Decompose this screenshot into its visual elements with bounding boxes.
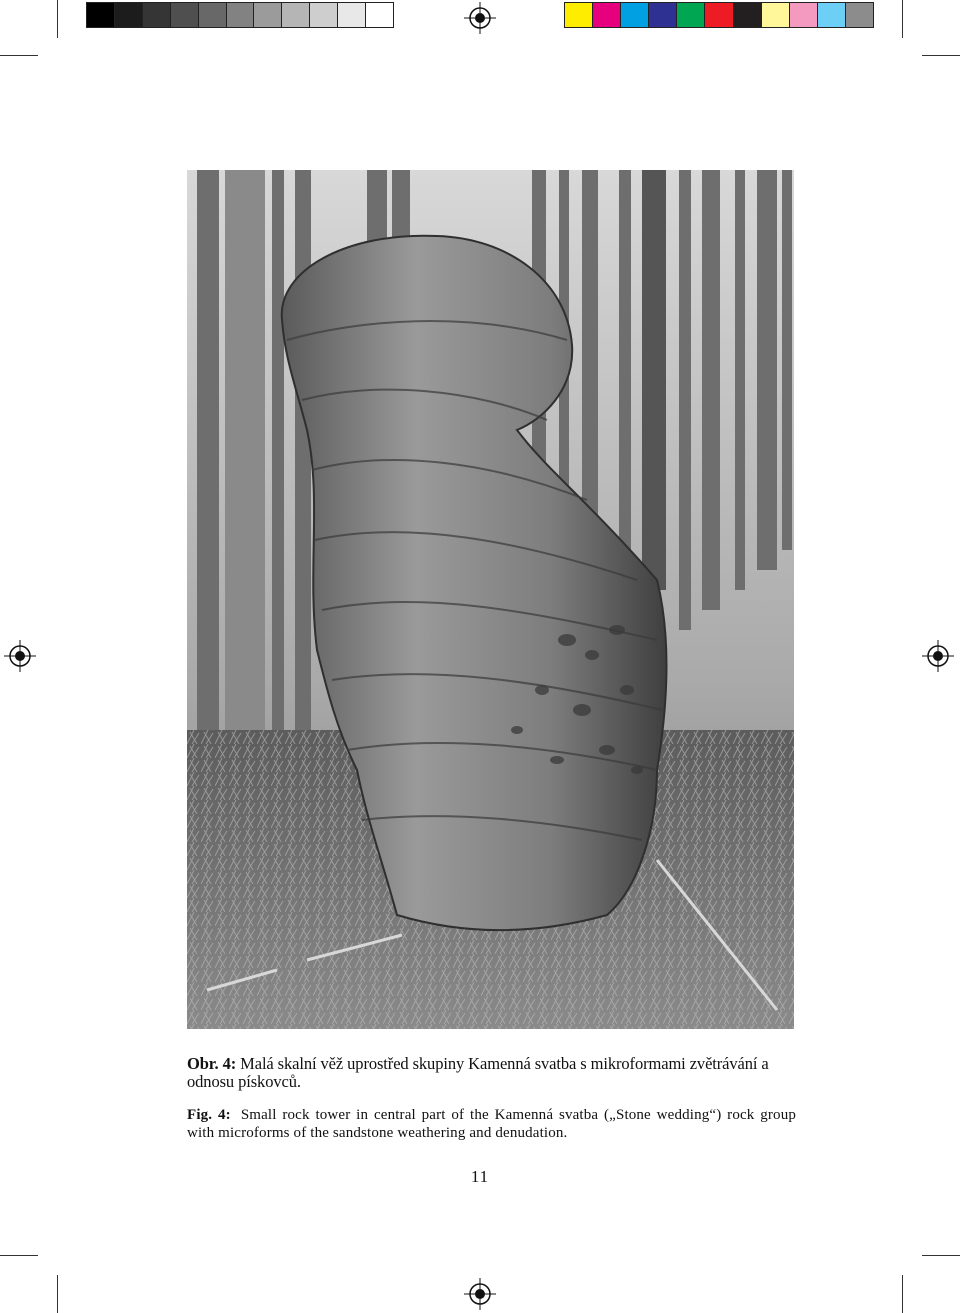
registration-mark-icon	[922, 640, 954, 672]
grayscale-swatch	[87, 3, 115, 27]
grayscale-swatch	[310, 3, 338, 27]
crop-mark	[902, 1275, 903, 1313]
sandstone-rock-tower-photo	[187, 170, 794, 1029]
grayscale-color-bar	[86, 2, 394, 28]
grayscale-swatch	[282, 3, 310, 27]
registration-mark-icon	[464, 2, 496, 34]
crop-mark	[0, 55, 38, 56]
crop-mark	[922, 1255, 960, 1256]
process-color-bar	[564, 2, 874, 28]
process-color-swatch	[565, 3, 593, 27]
registration-mark-icon	[464, 1278, 496, 1310]
caption-czech-label: Obr. 4:	[187, 1054, 237, 1073]
caption-english-text: Small rock tower in central part of the Kamenná svatba („Stone wedding“) rock group with microforms of the sandstone weathering and denudation.	[187, 1107, 796, 1141]
caption-english	[187, 1106, 796, 1142]
caption-english-label: Fig. 4:	[187, 1107, 231, 1123]
process-color-swatch	[734, 3, 762, 27]
process-color-swatch	[790, 3, 818, 27]
crop-mark	[902, 0, 903, 38]
process-color-swatch	[593, 3, 621, 27]
process-color-swatch	[705, 3, 733, 27]
grayscale-swatch	[115, 3, 143, 27]
grayscale-swatch	[227, 3, 255, 27]
grayscale-swatch	[199, 3, 227, 27]
process-color-swatch	[846, 3, 873, 27]
crop-mark	[922, 55, 960, 56]
process-color-swatch	[677, 3, 705, 27]
grayscale-swatch	[338, 3, 366, 27]
page-number: 11	[470, 1167, 490, 1186]
registration-mark-icon	[4, 640, 36, 672]
process-color-swatch	[621, 3, 649, 27]
process-color-swatch	[818, 3, 846, 27]
grayscale-swatch	[254, 3, 282, 27]
grayscale-swatch	[171, 3, 199, 27]
crop-mark	[57, 0, 58, 38]
caption-czech-text: Malá skalní věž uprostřed skupiny Kamenná svatba s mikroformami zvětrávání a odnosu pískovců.	[187, 1054, 769, 1091]
grayscale-swatch	[143, 3, 171, 27]
crop-mark	[0, 1255, 38, 1256]
process-color-swatch	[762, 3, 790, 27]
caption-czech	[187, 1055, 796, 1091]
grayscale-swatch	[366, 3, 393, 27]
crop-mark	[57, 1275, 58, 1313]
process-color-swatch	[649, 3, 677, 27]
